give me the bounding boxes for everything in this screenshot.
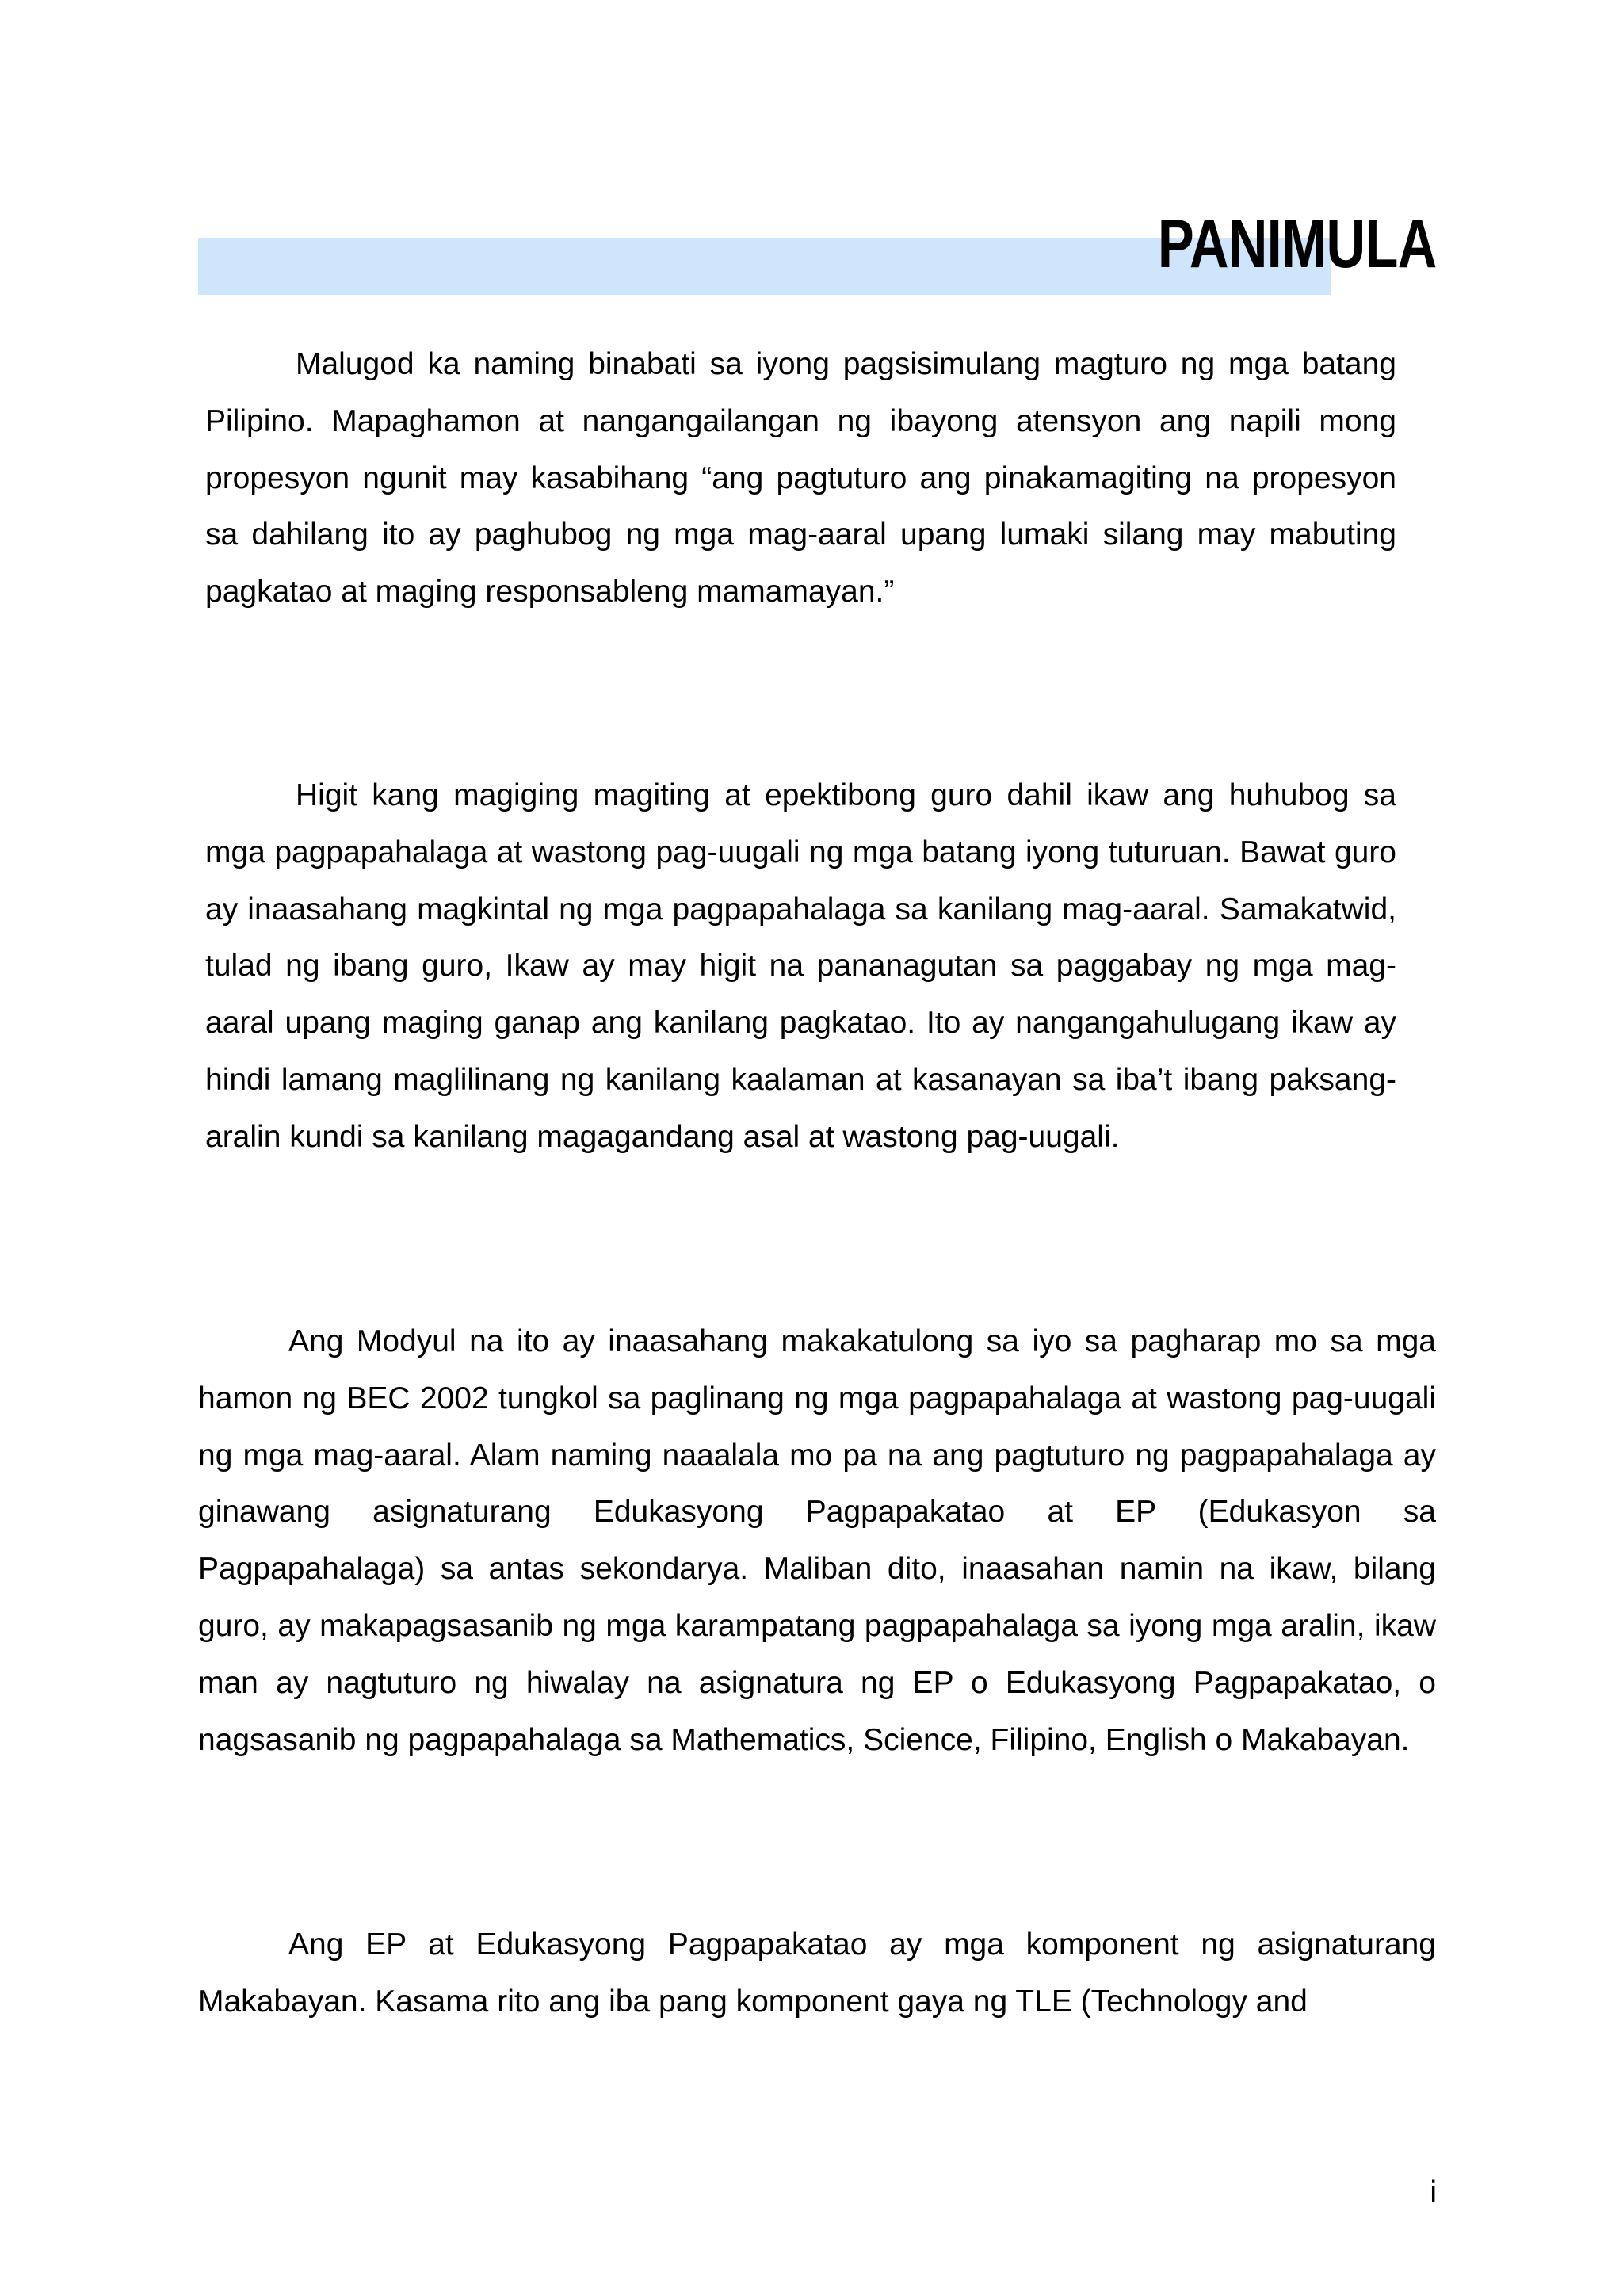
paragraph-welcome: Malugod ka naming binabati sa iyong pagsisimulang magturo ng mga batang Pilipino. Mapaghamon at nangangailangan ng ibayong atensyon ang napili mong propesyon ngunit may kasabihang “ang pagtuturo ang pinakamagiting na propesyon sa dahilang ito ay paghubog ng mga mag-aaral upang lumaki silang may mabuting pagkatao at maging responsableng mamamayan.” (205, 347, 1396, 609)
page-number: i (1430, 2176, 1437, 2210)
paragraph-makabayan-components: Ang EP at Edukasyong Pagpapakatao ay mga komponent ng asignaturang Makabayan. Kasama rito ang iba pang komponent gaya ng TLE (Technology and (198, 1927, 1436, 2019)
page-title: PANIMULA (1157, 206, 1436, 282)
paragraph-teacher-role: Higit kang magiging magiting at epektibong guro dahil ikaw ang huhubog sa mga pagpapahalaga at wastong pag-uugali ng mga batang iyong tuturuan. Bawat guro ay inaasahang magkintal ng mga pagpapahalaga sa kanilang mag-aaral. Samakatwid, tulad ng ibang guro, Ikaw ay may higit na pananagutan sa paggabay ng mga mag-aaral upang maging ganap ang kanilang pagkatao. Ito ay nangangahulugang ikaw ay hindi lamang maglilinang ng kanilang kaalaman at kasanayan sa iba’t ibang paksang-aralin kundi sa kanilang magagandang asal at wastong pag-uugali. (205, 778, 1396, 1154)
paragraph-module-purpose: Ang Modyul na ito ay inaasahang makakatulong sa iyo sa pagharap mo sa mga hamon ng BEC 2002 tungkol sa paglinang ng mga pagpapahalaga at wastong pag-uugali ng mga mag-aaral. Alam naming naaalala mo pa na ang pagtuturo ng pagpapahalaga ay ginawang asignaturang Edukasyong Pagpapakatao at EP (Edukasyon sa Pagpapahalaga) sa antas sekondarya. Maliban dito, inaasahan namin na ikaw, bilang guro, ay makapagsasanib ng mga karampatang pagpapahalaga sa iyong mga aralin, ikaw man ay nagtuturo ng hiwalay na asignatura ng EP o Edukasyong Pagpapakatao, o nagsasanib ng pagpapahalaga sa Mathematics, Science, Filipino, English o Makabayan. (198, 1324, 1436, 1757)
